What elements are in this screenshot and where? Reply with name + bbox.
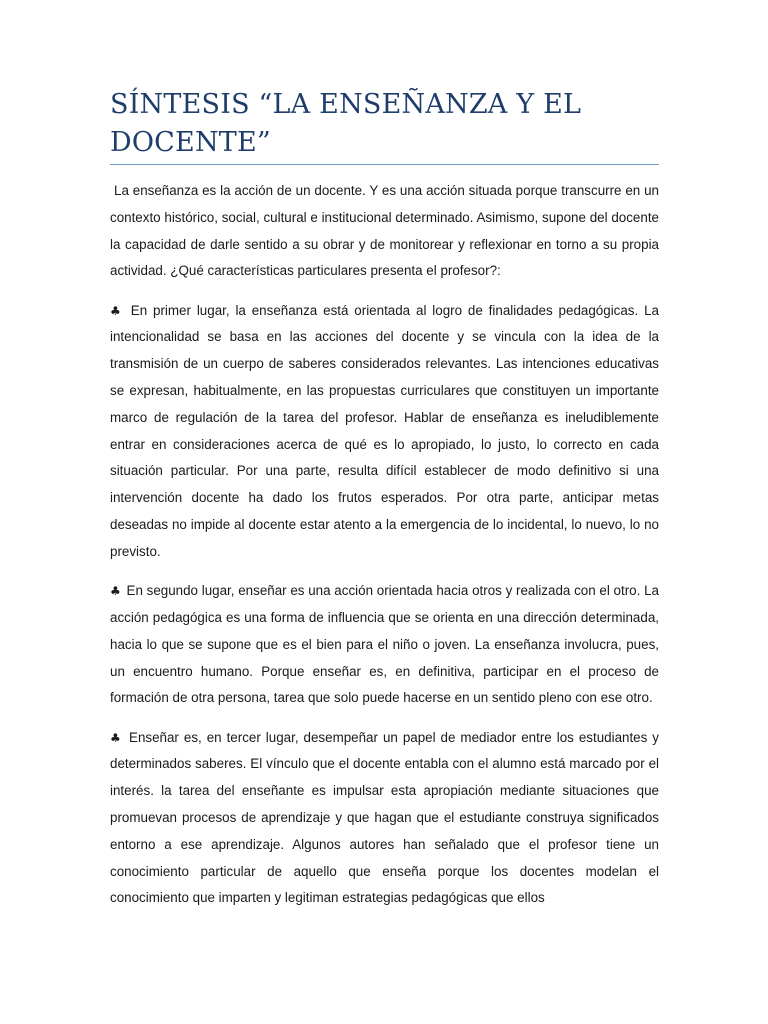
club-bullet-icon: ♣ xyxy=(110,730,123,745)
paragraph-text: Enseñar es, en tercer lugar, desempeñar un papel de mediador entre los estudiantes y determinados saberes. El vínculo que el docente entabla con el alumno está marcado por el interés. la tarea del enseñante es impulsar esta apropiación mediante situaciones que promuevan procesos de aprendizaje y que hagan que el estudiante construya significados entorno a ese aprendizaje. Algunos autores han señalado que el profesor tiene un conocimiento particular de aquello que enseña porque los docentes modelan el conocimiento que imparten y legitiman estrategias pedagógicas que ellos xyxy=(110,729,659,906)
document-body xyxy=(110,178,659,925)
paragraph-third-point xyxy=(110,725,659,913)
page-title: SÍNTESIS “LA ENSEÑANZA Y EL DOCENTE” xyxy=(110,89,582,158)
club-bullet-icon: ♣ xyxy=(110,303,123,318)
paragraph-text: En segundo lugar, enseñar es una acción orientada hacia otros y realizada con el otro. La acción pedagógica es una forma de influencia que se orienta en una dirección determinada, hacia lo que se supone que es el bien para el niño o joven. La enseñanza involucra, pues, un encuentro humano. Porque enseñar es, en definitiva, participar en el proceso de formación de otra persona, tarea que solo puede hacerse en un sentido pleno con ese otro. xyxy=(110,583,659,706)
club-bullet-icon: ♣ xyxy=(110,584,121,599)
paragraph-text: En primer lugar, la enseñanza está orientada al logro de finalidades pedagógicas. La intencionalidad se basa en las acciones del docente y se vincula con la idea de la transmisión de un cuerpo de saberes considerados relevantes. Las intenciones educativas se expresan, habitualmente, en las propuestas curriculares que constituyen un importante marco de regulación de la tarea del profesor. Hablar de enseñanza es ineludiblemente entrar en consideraciones acerca de qué es lo apropiado, lo justo, lo correcto en cada situación particular. Por una parte, resulta difícil establecer de modo definitivo si una intervención docente ha dado los frutos esperados. Por otra parte, anticipar metas deseadas no impide al docente estar atento a la emergencia de lo incidental, lo nuevo, lo no previsto. xyxy=(110,302,659,559)
paragraph-second-point xyxy=(110,578,659,712)
paragraph-intro xyxy=(110,178,659,285)
paragraph-first-point xyxy=(110,298,659,566)
paragraph-text: La enseñanza es la acción de un docente. Y es una acción situada porque transcurre en un contexto histórico, social, cultural e institucional determinado. Asimismo, supone del docente la capacidad de darle sentido a su obrar y de monitorear y reflexionar en torno a su propia actividad. ¿Qué características particulares presenta el profesor?: xyxy=(110,183,659,279)
title-divider xyxy=(110,164,659,165)
